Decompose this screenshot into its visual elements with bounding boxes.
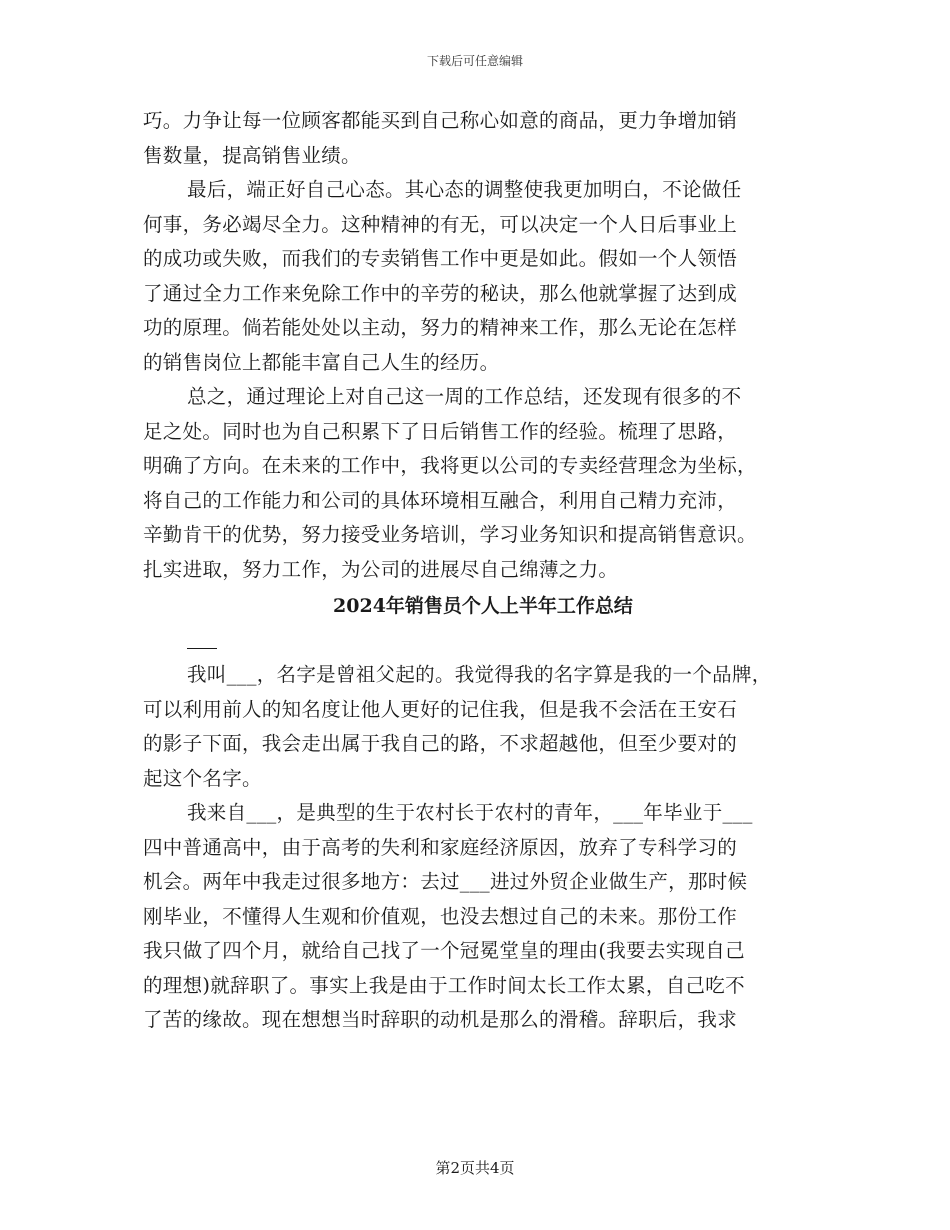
page-header: 下载后可任意编辑 [426,54,523,68]
text-line: 我来自___，是典型的生于农村长于农村的青年，___年毕业于___ [187,801,753,824]
text-line: 巧。力争让每一位顾客都能买到自己称心如意的商品，更力争增加销 [143,109,738,132]
paragraphs-before [143,104,823,587]
text-line: 辛勤肯干的优势，努力接受业务培训，学习业务知识和提高销售意识。 [143,523,757,546]
text-line: 我只做了四个月，就给自己找了一个冠冕堂皇的理由(我要去实现自己 [143,939,745,962]
text-line: 明确了方向。在未来的工作中，我将更以公司的专卖经营理念为坐标， [143,454,757,477]
text-line: 刚毕业，不懂得人生观和价值观，也没去想过自己的未来。那份工作 [143,904,738,928]
page-footer: 第2页共4页 [435,1159,515,1177]
text-line: 功的原理。倘若能处处以主动，努力的精神来工作，那么无论在怎样 [143,316,738,339]
text-line: 足之处。同时也为自己积累下了日后销售工作的经验。梳理了思路， [143,419,738,443]
text-line: 我叫___，名字是曾祖父起的。我觉得我的名字算是我的一个品牌， [187,663,772,686]
blank-line [143,624,823,659]
text-line: 起这个名字。 [143,766,262,790]
section-title: 2024年销售员个人上半年工作总结 [333,595,633,617]
text-line: 四中普通高中，由于高考的失利和家庭经济原因，放弃了专科学习的 [143,835,738,859]
text-line: 了苦的缘故。现在想想当时辞职的动机是那么的滑稽。辞职后，我求 [143,1008,738,1031]
text-line: 何事，务必竭尽全力。这种精神的有无，可以决定一个人日后事业上 [143,212,738,236]
text-line: 的成功或失败，而我们的专卖销售工作中更是如此。假如一个人领悟 [143,247,738,270]
text-line: 了通过全力工作来免除工作中的辛劳的秘诀，那么他就掌握了达到成 [143,281,738,305]
text-line: 的销售岗位上都能丰富自己人生的经历。 [143,350,500,374]
text-line: 总之，通过理论上对自己这一周的工作总结，还发现有很多的不 [187,385,742,408]
text-line: 的影子下面，我会走出属于我自己的路，不求超越他，但至少要对的 [143,732,738,755]
underline-dash [187,648,217,649]
document-body [143,104,823,1038]
text-line: 机会。两年中我走过很多地方：去过___进过外贸企业做生产，那时候 [143,870,748,893]
text-line: 扎实进取，努力工作，为公司的进展尽自己绵薄之力。 [143,557,619,581]
text-line: 将自己的工作能力和公司的具体环境相互融合，利用自己精力充沛， [143,488,738,512]
text-line: 最后，端正好自己心态。其心态的调整使我更加明白，不论做任 [187,178,742,201]
text-line: 可以利用前人的知名度让他人更好的记住我，但是我不会活在王安石 [143,697,738,721]
text-line: 售数量，提高销售业绩。 [143,143,361,167]
paragraphs-after [143,658,823,1038]
text-line: 的理想)就辞职了。事实上我是由于工作时间太长工作太累，自己吃不 [143,973,745,997]
